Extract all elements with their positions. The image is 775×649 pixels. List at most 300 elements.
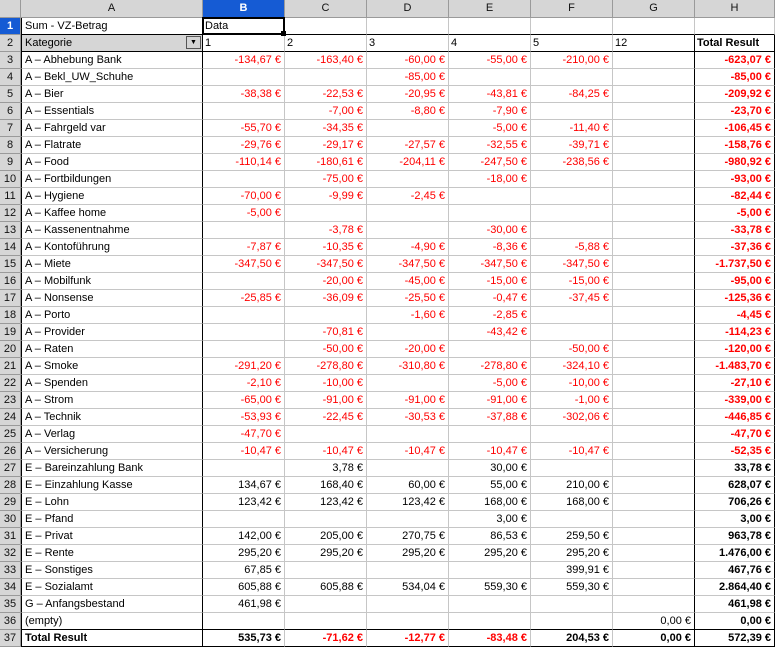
value-cell[interactable]: 30,00 €: [449, 460, 531, 477]
value-cell[interactable]: -163,40 €: [285, 52, 367, 69]
value-cell[interactable]: [367, 324, 449, 341]
value-cell[interactable]: -75,00 €: [285, 171, 367, 188]
value-cell[interactable]: 605,88 €: [203, 579, 285, 596]
cell-a1-title[interactable]: Sum - VZ-Betrag: [21, 18, 203, 35]
row-header-4[interactable]: 4: [0, 69, 21, 86]
column-header-c[interactable]: C: [285, 0, 367, 18]
value-cell[interactable]: 399,91 €: [531, 562, 613, 579]
value-cell[interactable]: [203, 171, 285, 188]
value-cell[interactable]: -22,53 €: [285, 86, 367, 103]
row-header-8[interactable]: 8: [0, 137, 21, 154]
row-header-13[interactable]: 13: [0, 222, 21, 239]
value-cell[interactable]: 123,42 €: [285, 494, 367, 511]
value-cell[interactable]: -9,99 €: [285, 188, 367, 205]
value-cell[interactable]: -238,56 €: [531, 154, 613, 171]
value-cell[interactable]: [531, 460, 613, 477]
value-cell[interactable]: -310,80 €: [367, 358, 449, 375]
row-header-19[interactable]: 19: [0, 324, 21, 341]
row-label-cell[interactable]: E – Einzahlung Kasse: [21, 477, 203, 494]
value-cell[interactable]: -8,80 €: [367, 103, 449, 120]
row-label-cell[interactable]: G – Anfangsbestand: [21, 596, 203, 613]
value-cell[interactable]: -4,90 €: [367, 239, 449, 256]
value-cell[interactable]: -29,76 €: [203, 137, 285, 154]
row-header-32[interactable]: 32: [0, 545, 21, 562]
cell-kategorie[interactable]: [21, 35, 203, 52]
value-cell[interactable]: -10,47 €: [285, 443, 367, 460]
value-cell[interactable]: [203, 307, 285, 324]
row-header-34[interactable]: 34: [0, 579, 21, 596]
value-cell[interactable]: -247,50 €: [449, 154, 531, 171]
value-cell[interactable]: -10,00 €: [285, 375, 367, 392]
value-cell[interactable]: -38,38 €: [203, 86, 285, 103]
row-total-cell[interactable]: -4,45 €: [695, 307, 775, 324]
cell-empty[interactable]: [531, 18, 613, 35]
grand-total-value-cell[interactable]: 535,73 €: [203, 630, 285, 647]
value-cell[interactable]: [613, 511, 695, 528]
value-cell[interactable]: 295,20 €: [449, 545, 531, 562]
value-cell[interactable]: -45,00 €: [367, 273, 449, 290]
row-total-cell[interactable]: 706,26 €: [695, 494, 775, 511]
value-cell[interactable]: [531, 205, 613, 222]
row-label-cell[interactable]: A – Mobilfunk: [21, 273, 203, 290]
value-cell[interactable]: -70,00 €: [203, 188, 285, 205]
value-cell[interactable]: -0,47 €: [449, 290, 531, 307]
row-label-cell[interactable]: A – Food: [21, 154, 203, 171]
value-cell[interactable]: -5,00 €: [203, 205, 285, 222]
value-cell[interactable]: 295,20 €: [531, 545, 613, 562]
value-cell[interactable]: -32,55 €: [449, 137, 531, 154]
value-cell[interactable]: 60,00 €: [367, 477, 449, 494]
value-cell[interactable]: -5,00 €: [449, 375, 531, 392]
value-cell[interactable]: [613, 120, 695, 137]
value-cell[interactable]: 168,00 €: [531, 494, 613, 511]
column-group-label-2[interactable]: 2: [285, 35, 367, 52]
value-cell[interactable]: [613, 477, 695, 494]
value-cell[interactable]: [531, 511, 613, 528]
value-cell[interactable]: 605,88 €: [285, 579, 367, 596]
value-cell[interactable]: [285, 426, 367, 443]
grand-total-value-cell[interactable]: 204,53 €: [531, 630, 613, 647]
value-cell[interactable]: -7,90 €: [449, 103, 531, 120]
row-total-cell[interactable]: -93,00 €: [695, 171, 775, 188]
value-cell[interactable]: -5,88 €: [531, 239, 613, 256]
row-header-9[interactable]: 9: [0, 154, 21, 171]
value-cell[interactable]: [613, 579, 695, 596]
row-total-cell[interactable]: -106,45 €: [695, 120, 775, 137]
row-label-cell[interactable]: A – Raten: [21, 341, 203, 358]
row-total-cell[interactable]: -47,70 €: [695, 426, 775, 443]
column-group-label-12[interactable]: 12: [613, 35, 695, 52]
value-cell[interactable]: 3,00 €: [449, 511, 531, 528]
row-label-cell[interactable]: E – Sonstiges: [21, 562, 203, 579]
row-total-cell[interactable]: -114,23 €: [695, 324, 775, 341]
value-cell[interactable]: [367, 613, 449, 630]
row-total-cell[interactable]: -980,92 €: [695, 154, 775, 171]
value-cell[interactable]: [613, 205, 695, 222]
row-total-cell[interactable]: -1.483,70 €: [695, 358, 775, 375]
value-cell[interactable]: -27,57 €: [367, 137, 449, 154]
row-label-cell[interactable]: A – Fahrgeld var: [21, 120, 203, 137]
row-label-cell[interactable]: A – Fortbildungen: [21, 171, 203, 188]
row-total-cell[interactable]: -209,92 €: [695, 86, 775, 103]
row-header-22[interactable]: 22: [0, 375, 21, 392]
value-cell[interactable]: -25,50 €: [367, 290, 449, 307]
value-cell[interactable]: -302,06 €: [531, 409, 613, 426]
value-cell[interactable]: [613, 154, 695, 171]
value-cell[interactable]: -10,47 €: [531, 443, 613, 460]
value-cell[interactable]: -278,80 €: [449, 358, 531, 375]
row-total-cell[interactable]: -23,70 €: [695, 103, 775, 120]
row-header-15[interactable]: 15: [0, 256, 21, 273]
row-total-cell[interactable]: -623,07 €: [695, 52, 775, 69]
value-cell[interactable]: -50,00 €: [531, 341, 613, 358]
value-cell[interactable]: [285, 613, 367, 630]
value-cell[interactable]: -15,00 €: [531, 273, 613, 290]
value-cell[interactable]: [531, 307, 613, 324]
value-cell[interactable]: -55,70 €: [203, 120, 285, 137]
value-cell[interactable]: [613, 307, 695, 324]
value-cell[interactable]: [613, 358, 695, 375]
row-label-cell[interactable]: E – Rente: [21, 545, 203, 562]
value-cell[interactable]: -20,95 €: [367, 86, 449, 103]
row-total-cell[interactable]: -33,78 €: [695, 222, 775, 239]
grand-total-cell[interactable]: 572,39 €: [695, 630, 775, 647]
value-cell[interactable]: -10,00 €: [531, 375, 613, 392]
value-cell[interactable]: [613, 341, 695, 358]
row-label-cell[interactable]: A – Nonsense: [21, 290, 203, 307]
value-cell[interactable]: [613, 324, 695, 341]
row-total-cell[interactable]: 1.476,00 €: [695, 545, 775, 562]
value-cell[interactable]: -347,50 €: [449, 256, 531, 273]
row-header-35[interactable]: 35: [0, 596, 21, 613]
value-cell[interactable]: [613, 528, 695, 545]
value-cell[interactable]: -324,10 €: [531, 358, 613, 375]
value-cell[interactable]: -291,20 €: [203, 358, 285, 375]
value-cell[interactable]: [449, 562, 531, 579]
value-cell[interactable]: -91,00 €: [285, 392, 367, 409]
value-cell[interactable]: [613, 426, 695, 443]
row-label-cell[interactable]: A – Abhebung Bank: [21, 52, 203, 69]
value-cell[interactable]: [613, 222, 695, 239]
value-cell[interactable]: [203, 69, 285, 86]
column-header-b[interactable]: B: [203, 0, 285, 18]
row-label-cell[interactable]: A – Bekl_UW_Schuhe: [21, 69, 203, 86]
value-cell[interactable]: [613, 52, 695, 69]
value-cell[interactable]: -1,00 €: [531, 392, 613, 409]
value-cell[interactable]: [613, 562, 695, 579]
row-label-cell[interactable]: A – Versicherung: [21, 443, 203, 460]
value-cell[interactable]: [531, 103, 613, 120]
value-cell[interactable]: -347,50 €: [531, 256, 613, 273]
row-total-cell[interactable]: -85,00 €: [695, 69, 775, 86]
row-header-36[interactable]: 36: [0, 613, 21, 630]
value-cell[interactable]: [613, 545, 695, 562]
value-cell[interactable]: [203, 511, 285, 528]
value-cell[interactable]: [203, 613, 285, 630]
row-header-29[interactable]: 29: [0, 494, 21, 511]
value-cell[interactable]: [613, 188, 695, 205]
row-header-5[interactable]: 5: [0, 86, 21, 103]
value-cell[interactable]: [285, 205, 367, 222]
row-header-31[interactable]: 31: [0, 528, 21, 545]
value-cell[interactable]: [613, 256, 695, 273]
row-label-cell[interactable]: A – Technik: [21, 409, 203, 426]
grand-total-value-cell[interactable]: -83,48 €: [449, 630, 531, 647]
row-header-10[interactable]: 10: [0, 171, 21, 188]
value-cell[interactable]: -50,00 €: [285, 341, 367, 358]
value-cell[interactable]: -53,93 €: [203, 409, 285, 426]
value-cell[interactable]: -278,80 €: [285, 358, 367, 375]
row-header-21[interactable]: 21: [0, 358, 21, 375]
column-header-f[interactable]: F: [531, 0, 613, 18]
value-cell[interactable]: 0,00 €: [613, 613, 695, 630]
value-cell[interactable]: [613, 409, 695, 426]
value-cell[interactable]: -347,50 €: [203, 256, 285, 273]
row-label-cell[interactable]: A – Kassenentnahme: [21, 222, 203, 239]
row-label-cell[interactable]: E – Bareinzahlung Bank: [21, 460, 203, 477]
row-header-3[interactable]: 3: [0, 52, 21, 69]
value-cell[interactable]: [203, 324, 285, 341]
value-cell[interactable]: 123,42 €: [203, 494, 285, 511]
row-label-cell[interactable]: A – Strom: [21, 392, 203, 409]
value-cell[interactable]: [367, 375, 449, 392]
value-cell[interactable]: [285, 69, 367, 86]
value-cell[interactable]: -60,00 €: [367, 52, 449, 69]
value-cell[interactable]: [203, 341, 285, 358]
value-cell[interactable]: -37,45 €: [531, 290, 613, 307]
value-cell[interactable]: [449, 613, 531, 630]
value-cell[interactable]: [367, 460, 449, 477]
value-cell[interactable]: -5,00 €: [449, 120, 531, 137]
value-cell[interactable]: [285, 562, 367, 579]
row-label-cell[interactable]: A – Bier: [21, 86, 203, 103]
value-cell[interactable]: [531, 596, 613, 613]
row-header-37[interactable]: 37: [0, 630, 21, 647]
value-cell[interactable]: -85,00 €: [367, 69, 449, 86]
row-label-cell[interactable]: A – Porto: [21, 307, 203, 324]
row-header-11[interactable]: 11: [0, 188, 21, 205]
value-cell[interactable]: -134,67 €: [203, 52, 285, 69]
value-cell[interactable]: 134,67 €: [203, 477, 285, 494]
row-label-cell[interactable]: A – Kontoführung: [21, 239, 203, 256]
value-cell[interactable]: 142,00 €: [203, 528, 285, 545]
value-cell[interactable]: -70,81 €: [285, 324, 367, 341]
autofilter-dropdown-button[interactable]: [186, 36, 201, 49]
value-cell[interactable]: [613, 596, 695, 613]
value-cell[interactable]: -20,00 €: [285, 273, 367, 290]
value-cell[interactable]: 534,04 €: [367, 579, 449, 596]
row-total-cell[interactable]: -27,10 €: [695, 375, 775, 392]
value-cell[interactable]: [367, 596, 449, 613]
row-header-7[interactable]: 7: [0, 120, 21, 137]
value-cell[interactable]: 168,40 €: [285, 477, 367, 494]
row-label-cell[interactable]: A – Kaffee home: [21, 205, 203, 222]
row-header-28[interactable]: 28: [0, 477, 21, 494]
row-total-cell[interactable]: -120,00 €: [695, 341, 775, 358]
row-label-cell[interactable]: E – Sozialamt: [21, 579, 203, 596]
value-cell[interactable]: [367, 511, 449, 528]
cell-empty[interactable]: [449, 18, 531, 35]
value-cell[interactable]: -7,87 €: [203, 239, 285, 256]
value-cell[interactable]: [367, 562, 449, 579]
value-cell[interactable]: -65,00 €: [203, 392, 285, 409]
row-total-cell[interactable]: 467,76 €: [695, 562, 775, 579]
value-cell[interactable]: -37,88 €: [449, 409, 531, 426]
value-cell[interactable]: [367, 222, 449, 239]
value-cell[interactable]: -30,00 €: [449, 222, 531, 239]
value-cell[interactable]: -15,00 €: [449, 273, 531, 290]
value-cell[interactable]: -110,14 €: [203, 154, 285, 171]
value-cell[interactable]: [613, 392, 695, 409]
value-cell[interactable]: [613, 137, 695, 154]
cell-empty[interactable]: [285, 18, 367, 35]
row-header-18[interactable]: 18: [0, 307, 21, 324]
row-total-cell[interactable]: 628,07 €: [695, 477, 775, 494]
value-cell[interactable]: [531, 222, 613, 239]
row-header-6[interactable]: 6: [0, 103, 21, 120]
value-cell[interactable]: 67,85 €: [203, 562, 285, 579]
value-cell[interactable]: 168,00 €: [449, 494, 531, 511]
value-cell[interactable]: [531, 426, 613, 443]
cell-empty[interactable]: [367, 18, 449, 35]
row-label-cell[interactable]: A – Flatrate: [21, 137, 203, 154]
row-total-cell[interactable]: 3,00 €: [695, 511, 775, 528]
value-cell[interactable]: -10,47 €: [203, 443, 285, 460]
row-total-cell[interactable]: -82,44 €: [695, 188, 775, 205]
value-cell[interactable]: 559,30 €: [531, 579, 613, 596]
value-cell[interactable]: [449, 188, 531, 205]
row-label-cell[interactable]: A – Miete: [21, 256, 203, 273]
row-label-cell[interactable]: A – Spenden: [21, 375, 203, 392]
value-cell[interactable]: 559,30 €: [449, 579, 531, 596]
value-cell[interactable]: [531, 69, 613, 86]
row-total-cell[interactable]: 0,00 €: [695, 613, 775, 630]
row-header-17[interactable]: 17: [0, 290, 21, 307]
value-cell[interactable]: 295,20 €: [367, 545, 449, 562]
select-all-corner[interactable]: [0, 0, 21, 18]
cell-empty[interactable]: [613, 18, 695, 35]
value-cell[interactable]: 270,75 €: [367, 528, 449, 545]
row-header-1[interactable]: 1: [0, 18, 21, 35]
value-cell[interactable]: -347,50 €: [367, 256, 449, 273]
value-cell[interactable]: [203, 103, 285, 120]
value-cell[interactable]: [613, 69, 695, 86]
cell-b1-data[interactable]: Data: [203, 18, 285, 35]
value-cell[interactable]: [613, 375, 695, 392]
value-cell[interactable]: -10,35 €: [285, 239, 367, 256]
row-header-14[interactable]: 14: [0, 239, 21, 256]
value-cell[interactable]: 3,78 €: [285, 460, 367, 477]
value-cell[interactable]: [367, 171, 449, 188]
value-cell[interactable]: [449, 426, 531, 443]
row-label-cell[interactable]: E – Pfand: [21, 511, 203, 528]
value-cell[interactable]: 123,42 €: [367, 494, 449, 511]
row-header-25[interactable]: 25: [0, 426, 21, 443]
value-cell[interactable]: [285, 307, 367, 324]
value-cell[interactable]: [285, 511, 367, 528]
value-cell[interactable]: -180,61 €: [285, 154, 367, 171]
row-total-cell[interactable]: 2.864,40 €: [695, 579, 775, 596]
row-header-16[interactable]: 16: [0, 273, 21, 290]
value-cell[interactable]: -2,85 €: [449, 307, 531, 324]
value-cell[interactable]: -2,45 €: [367, 188, 449, 205]
value-cell[interactable]: [531, 324, 613, 341]
value-cell[interactable]: -84,25 €: [531, 86, 613, 103]
value-cell[interactable]: -10,47 €: [449, 443, 531, 460]
value-cell[interactable]: -43,42 €: [449, 324, 531, 341]
cell-empty[interactable]: [695, 18, 775, 35]
value-cell[interactable]: -47,70 €: [203, 426, 285, 443]
row-header-30[interactable]: 30: [0, 511, 21, 528]
row-label-cell[interactable]: A – Provider: [21, 324, 203, 341]
value-cell[interactable]: 86,53 €: [449, 528, 531, 545]
value-cell[interactable]: -39,71 €: [531, 137, 613, 154]
value-cell[interactable]: -3,78 €: [285, 222, 367, 239]
value-cell[interactable]: -204,11 €: [367, 154, 449, 171]
value-cell[interactable]: [203, 273, 285, 290]
row-total-cell[interactable]: -5,00 €: [695, 205, 775, 222]
grand-total-label-cell[interactable]: Total Result: [21, 630, 203, 647]
value-cell[interactable]: 259,50 €: [531, 528, 613, 545]
value-cell[interactable]: [613, 460, 695, 477]
grand-total-value-cell[interactable]: -12,77 €: [367, 630, 449, 647]
column-header-a[interactable]: A: [21, 0, 203, 18]
row-total-cell[interactable]: 963,78 €: [695, 528, 775, 545]
value-cell[interactable]: 210,00 €: [531, 477, 613, 494]
value-cell[interactable]: [449, 341, 531, 358]
column-header-h[interactable]: H: [695, 0, 775, 18]
row-header-23[interactable]: 23: [0, 392, 21, 409]
value-cell[interactable]: 461,98 €: [203, 596, 285, 613]
row-total-cell[interactable]: 461,98 €: [695, 596, 775, 613]
grand-total-value-cell[interactable]: -71,62 €: [285, 630, 367, 647]
value-cell[interactable]: -11,40 €: [531, 120, 613, 137]
column-header-d[interactable]: D: [367, 0, 449, 18]
column-group-label-3[interactable]: 3: [367, 35, 449, 52]
value-cell[interactable]: [531, 171, 613, 188]
row-label-cell[interactable]: E – Lohn: [21, 494, 203, 511]
row-label-cell[interactable]: E – Privat: [21, 528, 203, 545]
value-cell[interactable]: [531, 613, 613, 630]
value-cell[interactable]: [367, 426, 449, 443]
value-cell[interactable]: -2,10 €: [203, 375, 285, 392]
row-label-cell[interactable]: A – Smoke: [21, 358, 203, 375]
value-cell[interactable]: [613, 103, 695, 120]
row-header-26[interactable]: 26: [0, 443, 21, 460]
column-group-label-5[interactable]: 5: [531, 35, 613, 52]
value-cell[interactable]: 295,20 €: [203, 545, 285, 562]
row-total-cell[interactable]: -125,36 €: [695, 290, 775, 307]
value-cell[interactable]: [285, 596, 367, 613]
value-cell[interactable]: [613, 494, 695, 511]
row-total-cell[interactable]: -37,36 €: [695, 239, 775, 256]
value-cell[interactable]: -29,17 €: [285, 137, 367, 154]
value-cell[interactable]: -7,00 €: [285, 103, 367, 120]
value-cell[interactable]: [613, 290, 695, 307]
row-total-cell[interactable]: -158,76 €: [695, 137, 775, 154]
grand-total-value-cell[interactable]: 0,00 €: [613, 630, 695, 647]
value-cell[interactable]: [531, 188, 613, 205]
value-cell[interactable]: [203, 460, 285, 477]
value-cell[interactable]: -347,50 €: [285, 256, 367, 273]
row-header-12[interactable]: 12: [0, 205, 21, 222]
value-cell[interactable]: -43,81 €: [449, 86, 531, 103]
value-cell[interactable]: [449, 69, 531, 86]
row-total-cell[interactable]: -1.737,50 €: [695, 256, 775, 273]
value-cell[interactable]: -36,09 €: [285, 290, 367, 307]
value-cell[interactable]: -25,85 €: [203, 290, 285, 307]
column-header-g[interactable]: G: [613, 0, 695, 18]
